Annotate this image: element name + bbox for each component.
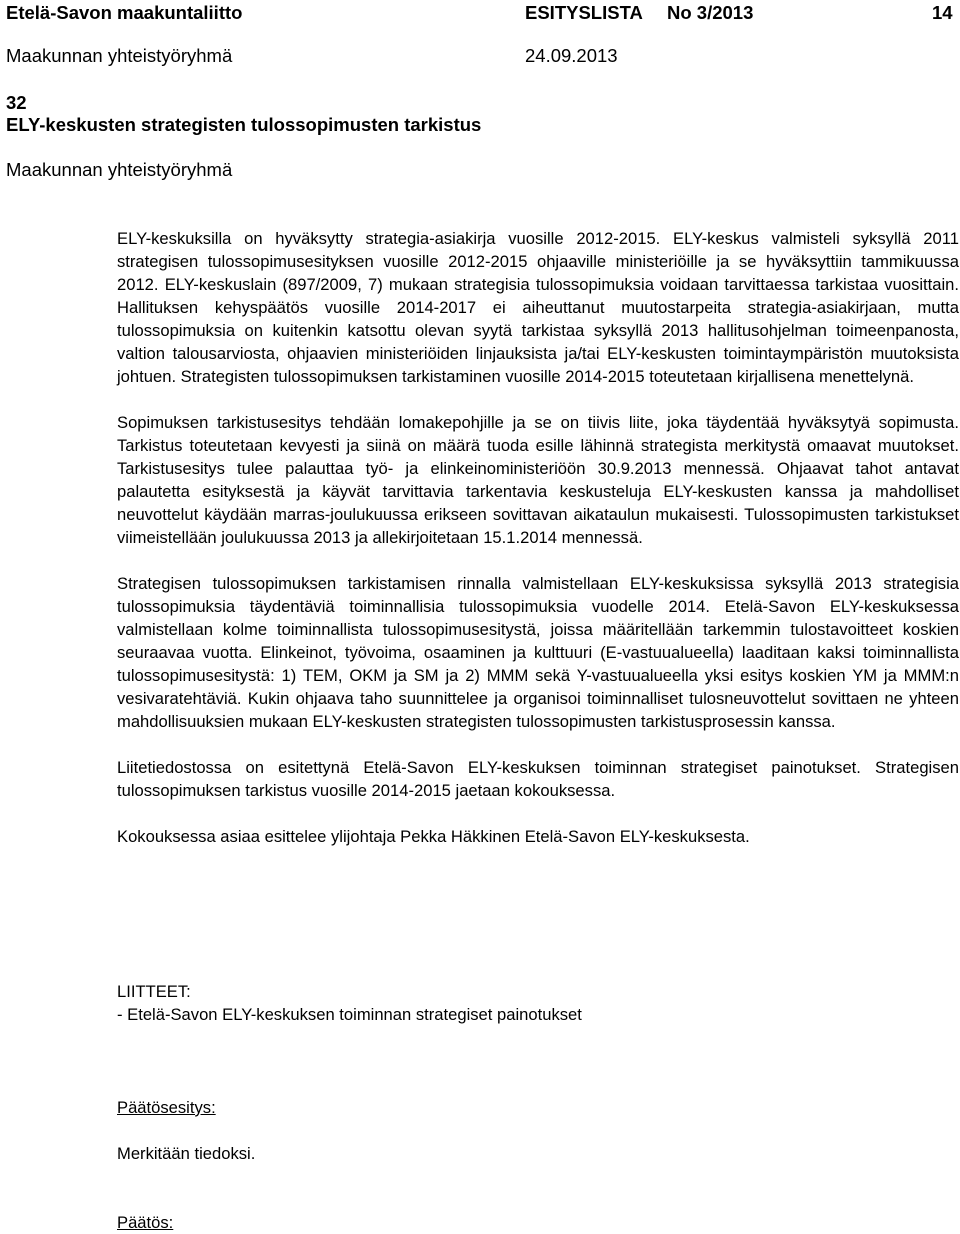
paragraph-background: ELY-keskuksilla on hyväksytty strategia-asiakirja vuosille 2012-2015. ELY-keskus valmisteli syksyllä 2011 strategisen tulossopimusesityksen vuosille 2012-2015 ohjaaville ministeriöille ja se hyväksyttiin tammikuussa 2012. ELY-keskuslain (897/2009, 7) mukaan strategisia tulossopimuksia voidaan tarvittaessa tarkistaa vuosittain. Hallituksen kehyspäätös vuosille 2014-2017 ei aiheuttanut muutostarpeita strategia-asiakirjaan, mutta tulossopimuksia on kuitenkin katsottu olevan syytä tarkistaa syksyllä 2013 hallitusohjelman toimeenpanosta, valtion talousarviosta, ohjaavien ministeriöiden linjauksista ja/tai ELY-keskusten toimintaympäristön muutoksista johtuen. Strategisten tulossopimuksen tarkistaminen vuosille 2014-2015 toteutetaan kirjallisena menettelynä. — [117, 229, 959, 386]
paragraph-operational-agreements: Strategisen tulossopimuksen tarkistamisen rinnalla valmistellaan ELY-keskuksissa syksyllä 2013 strategisia tulossopimuksia täydentäviä toiminnallisia tulossopimuksia vuodelle 2014. Etelä-Savon ELY-keskuksessa valmistellaan kolme toiminnallista tulossopimusesitystä, joissa määritellään tarkemmin tulostavoitteet koskien seuraavaa vuotta. Elinkeinot, työvoima, osaaminen ja kulttuuri (E-vastuualueella) laaditaan kaksi toiminnallista tulossopimusesitystä: 1) TEM, OKM ja SM ja 2) MMM sekä Y-vastuualueella yksi esitys koskien YM ja MMM:n vesivaratehtäviä. Kukin ohjaava taho suunnittelee ja organisoi toiminnalliset tulosneuvottelut sovittaen ne yhteen mahdollisuuksien mukaan ELY-keskusten strategisten tulossopimusten tarkistusprosessin kanssa. — [117, 574, 959, 731]
header-page-number: 14 — [932, 2, 953, 23]
attachments-heading: LIITTEET: — [117, 982, 191, 1001]
header-doc-type: ESITYSLISTA — [525, 2, 643, 23]
attachments-section — [117, 980, 959, 1026]
header-date: 24.09.2013 — [525, 45, 618, 66]
paragraph-presenter: Kokouksessa asiaa esittelee ylijohtaja Pekka Häkkinen Etelä-Savon ELY-keskuksesta. — [117, 827, 750, 846]
header-number: No 3/2013 — [667, 2, 754, 23]
item-body-name: Maakunnan yhteistyöryhmä — [6, 159, 233, 180]
proposal-heading: Päätösesitys: — [117, 1098, 216, 1117]
decision-heading: Päätös: — [117, 1213, 174, 1232]
paragraph-procedure: Sopimuksen tarkistusesitys tehdään lomakepohjille ja se on tiivis liite, joka täydentää hyväksytyä sopimusta. Tarkistus toteutetaan kevyesti ja siinä on määrä tuoda esille lähinnä strategista merkitystä omaavat muutokset. Tarkistusesitys tulee palauttaa työ- ja elinkeinoministeriöön 30.9.2013 mennessä. Ohjaavat tahot antavat palautetta esityksestä ja käyvät tarvittavia tarkentavia keskusteluja ELY-keskusten kanssa ja mahdolliset neuvottelut käydään marras-joulukuussa erikseen sovittavan aikataulun mukaisesti. Tulossopimusten tarkistukset viimeistellään joulukuussa 2013 ja allekirjoitetaan 15.1.2014 mennessä. — [117, 413, 959, 547]
decision-section — [117, 1211, 959, 1234]
attachment-item: - Etelä-Savon ELY-keskuksen toiminnan strategiset painotukset — [117, 1005, 582, 1024]
header-organization: Etelä-Savon maakuntaliitto — [6, 2, 243, 23]
document-body — [117, 227, 959, 871]
proposal-text: Merkitään tiedoksi. — [117, 1144, 256, 1163]
proposal-section — [117, 1096, 959, 1165]
page-title: ELY-keskusten strategisten tulossopimusten tarkistus — [6, 114, 482, 135]
paragraph-attachment-note: Liitetiedostossa on esitettynä Etelä-Savon ELY-keskuksen toiminnan strategiset painotukset. Strategisen tulossopimuksen tarkistus vuosille 2014-2015 jaetaan kokouksessa. — [117, 758, 959, 800]
item-number: 32 — [6, 92, 27, 113]
header-body-name: Maakunnan yhteistyöryhmä — [6, 45, 233, 66]
